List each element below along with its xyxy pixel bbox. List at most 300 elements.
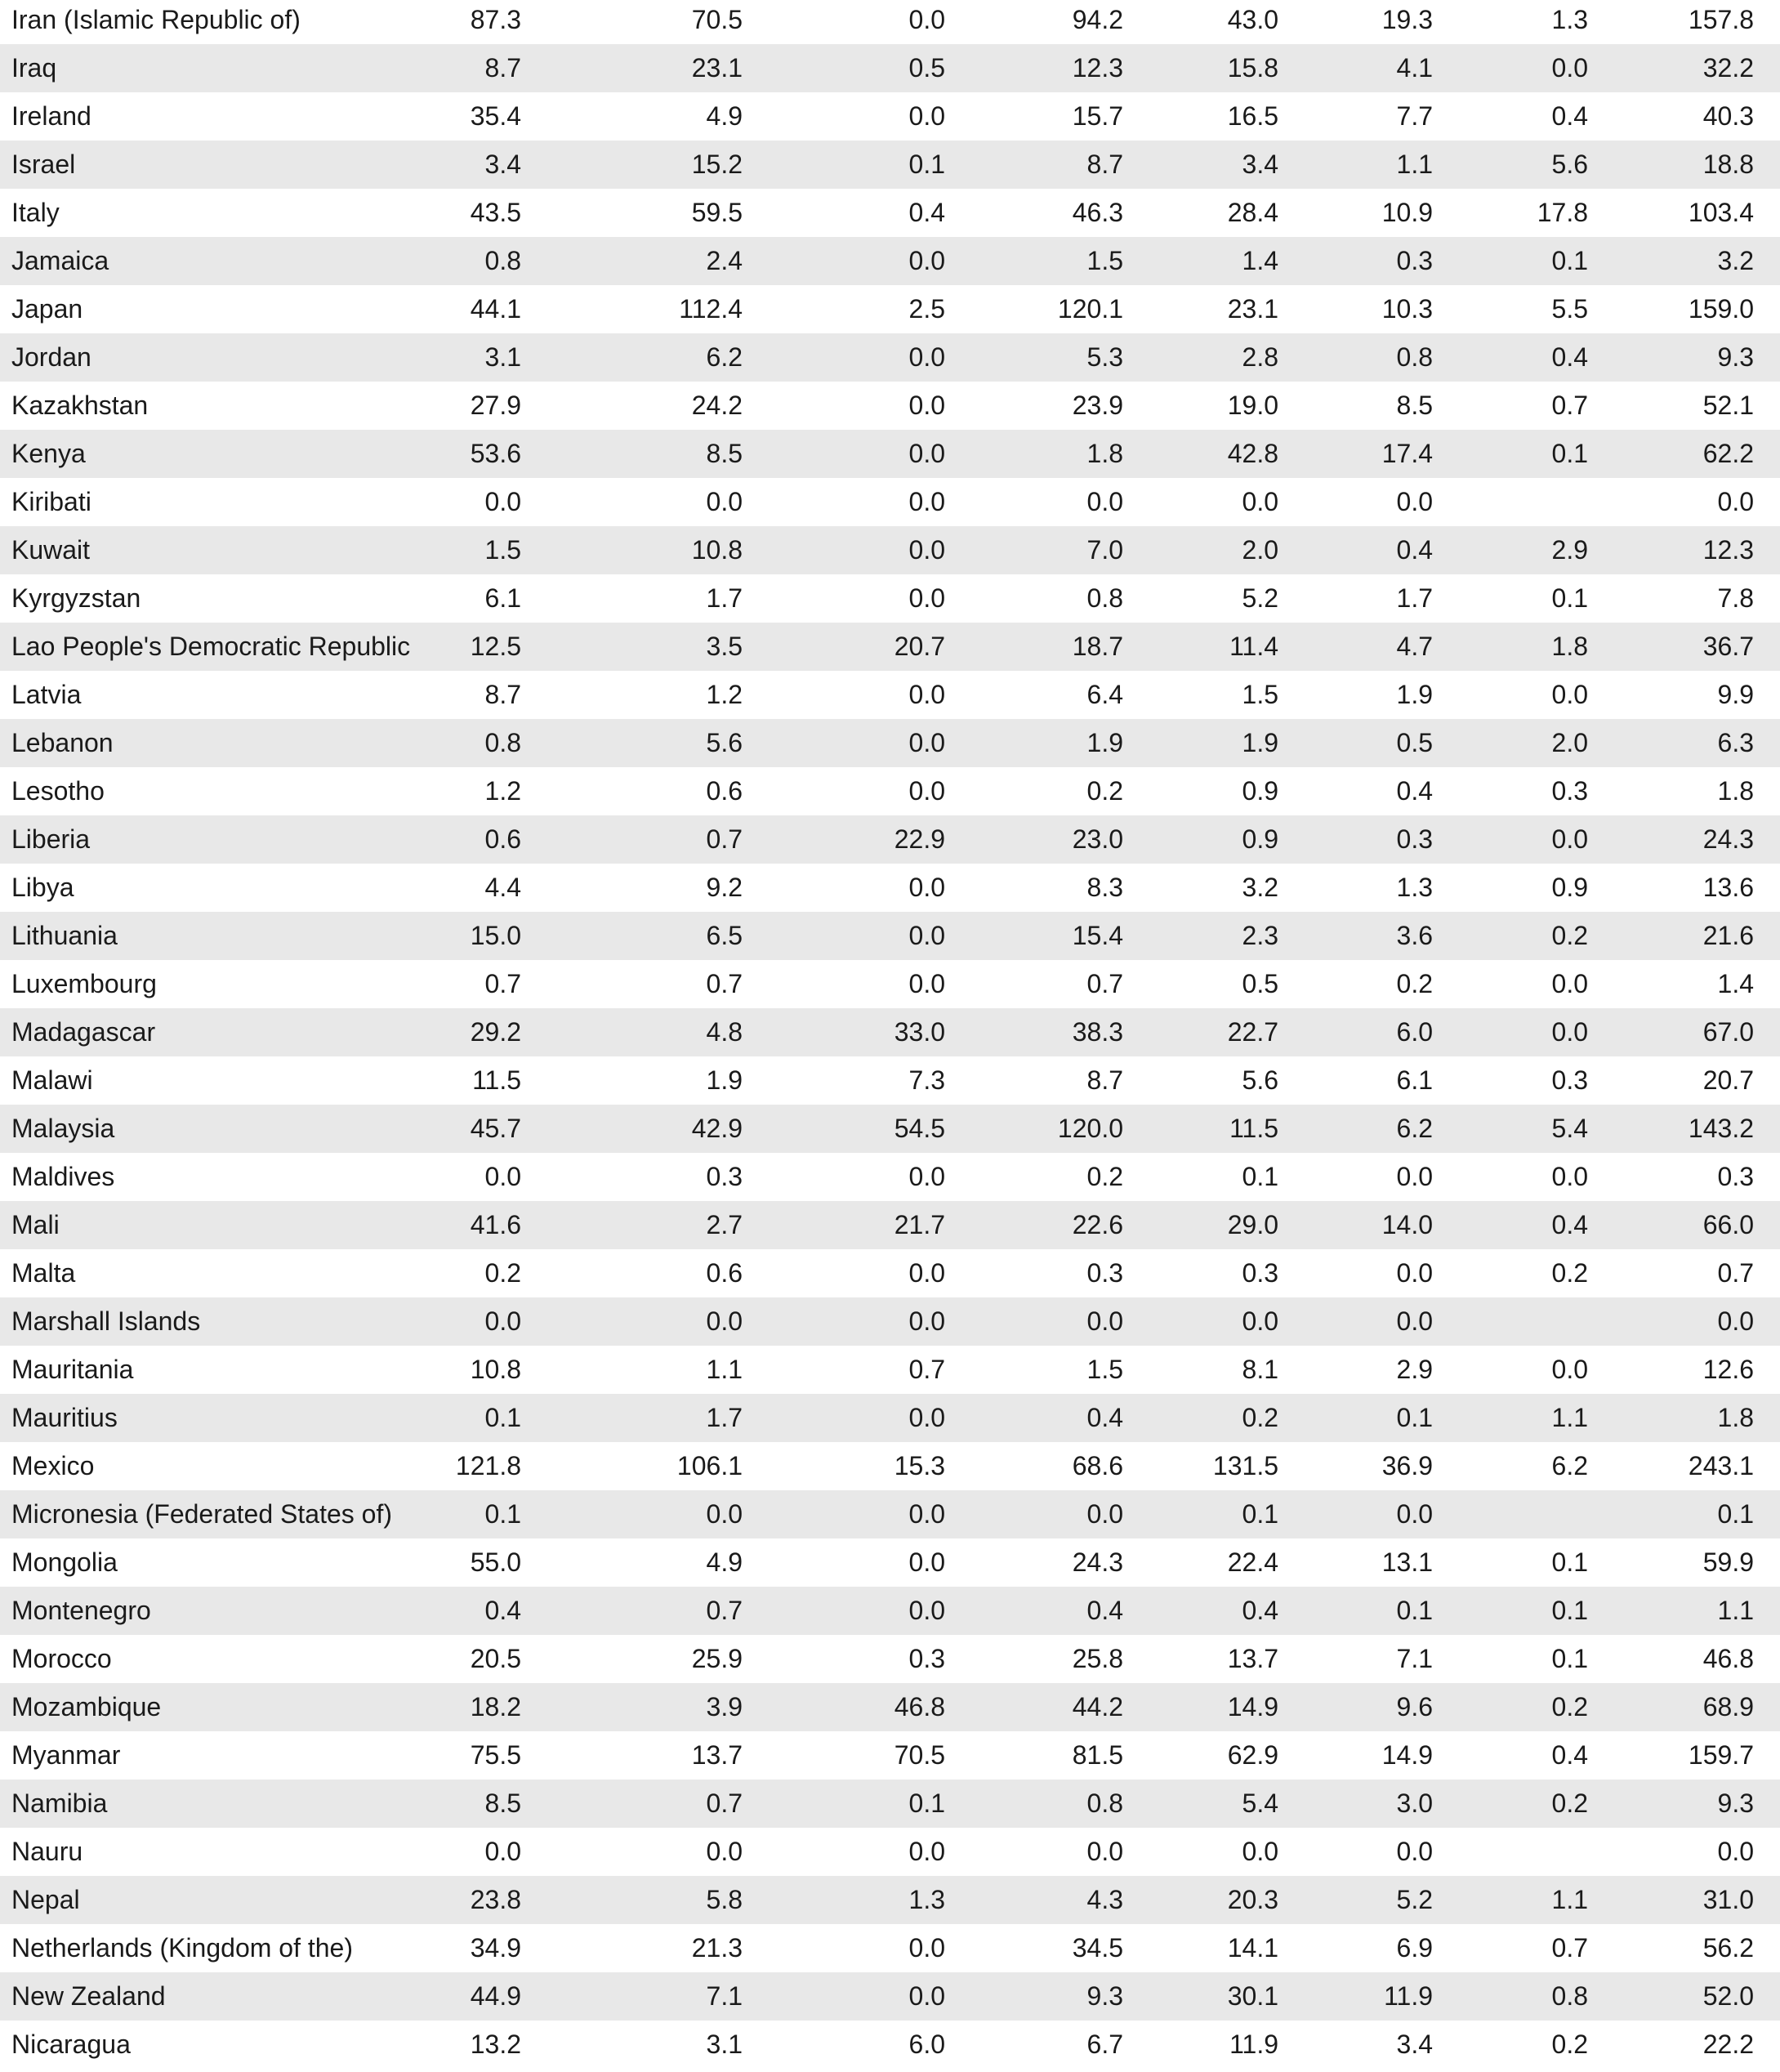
value-cell-col-5: 5.4 [1242, 1788, 1278, 1818]
value-cell-col-1: 18.2 [470, 1692, 521, 1721]
value-cell-col-8: 143.2 [1688, 1114, 1754, 1143]
value-cell-col-2: 3.9 [706, 1692, 743, 1721]
value-cell-col-1: 35.4 [470, 101, 521, 131]
country-name: Netherlands (Kingdom of the) [11, 1933, 353, 1963]
country-name: Mexico [11, 1451, 95, 1480]
value-cell-col-5: 30.1 [1227, 1981, 1278, 2011]
value-cell-col-5: 13.7 [1227, 1644, 1278, 1673]
value-cell-col-1: 87.3 [470, 5, 521, 34]
value-cell-col-4: 38.3 [1072, 1017, 1123, 1047]
value-cell-col-3: 0.0 [908, 487, 945, 516]
value-cell-col-4: 1.5 [1086, 1355, 1123, 1384]
table-row [0, 1972, 1780, 2021]
value-cell-col-3: 33.0 [894, 1017, 945, 1047]
table-row [0, 237, 1780, 285]
table-row [0, 2021, 1780, 2069]
value-cell-col-5: 5.2 [1242, 583, 1278, 613]
value-cell-col-4: 4.3 [1086, 1885, 1123, 1914]
value-cell-col-2: 6.5 [706, 921, 743, 950]
table-row [0, 430, 1780, 478]
value-cell-col-6: 1.1 [1396, 150, 1433, 179]
table-row [0, 815, 1780, 864]
value-cell-col-5: 0.1 [1242, 1162, 1278, 1191]
table-row [0, 574, 1780, 623]
country-name: Namibia [11, 1788, 108, 1818]
value-cell-col-4: 0.7 [1086, 969, 1123, 998]
value-cell-col-6: 17.4 [1381, 439, 1433, 468]
table-row [0, 1924, 1780, 1972]
value-cell-col-6: 6.9 [1396, 1933, 1433, 1963]
value-cell-col-5: 0.3 [1242, 1258, 1278, 1288]
value-cell-col-3: 0.0 [908, 1933, 945, 1963]
country-name: Israel [11, 150, 76, 179]
value-cell-col-6: 10.3 [1381, 294, 1433, 324]
value-cell-col-8: 12.6 [1702, 1355, 1754, 1384]
value-cell-col-5: 131.5 [1212, 1451, 1278, 1480]
value-cell-col-1: 4.4 [484, 873, 521, 902]
country-name: Iraq [11, 53, 57, 83]
value-cell-col-1: 11.5 [472, 1065, 521, 1095]
value-cell-col-8: 159.0 [1688, 294, 1754, 324]
value-cell-col-5: 2.0 [1242, 535, 1278, 565]
value-cell-col-5: 28.4 [1227, 198, 1278, 227]
value-cell-col-7: 0.8 [1551, 1981, 1588, 2011]
value-cell-col-6: 13.1 [1381, 1547, 1433, 1577]
value-cell-col-8: 22.2 [1702, 2030, 1754, 2059]
value-cell-col-2: 1.2 [706, 680, 743, 709]
table-row [0, 912, 1780, 960]
value-cell-col-8: 32.2 [1702, 53, 1754, 83]
value-cell-col-6: 0.8 [1396, 342, 1433, 372]
value-cell-col-4: 23.9 [1072, 391, 1123, 420]
value-cell-col-4: 0.4 [1086, 1403, 1123, 1432]
country-name: Nauru [11, 1837, 83, 1866]
value-cell-col-7: 0.1 [1551, 1644, 1588, 1673]
value-cell-col-4: 0.2 [1086, 1162, 1123, 1191]
table-row [0, 1201, 1780, 1249]
value-cell-col-1: 43.5 [470, 198, 521, 227]
value-cell-col-7: 2.9 [1551, 535, 1588, 565]
value-cell-col-5: 19.0 [1227, 391, 1278, 420]
value-cell-col-8: 66.0 [1702, 1210, 1754, 1239]
value-cell-col-4: 0.8 [1086, 583, 1123, 613]
value-cell-col-5: 0.9 [1242, 824, 1278, 854]
value-cell-col-1: 6.1 [484, 583, 521, 613]
value-cell-col-4: 46.3 [1072, 198, 1123, 227]
value-cell-col-3: 0.0 [908, 969, 945, 998]
value-cell-col-2: 42.9 [691, 1114, 743, 1143]
value-cell-col-5: 0.0 [1242, 487, 1278, 516]
value-cell-col-8: 52.0 [1702, 1981, 1754, 2011]
value-cell-col-3: 0.0 [908, 1981, 945, 2011]
value-cell-col-7: 0.0 [1551, 824, 1588, 854]
value-cell-col-7: 0.2 [1551, 1258, 1588, 1288]
value-cell-col-2: 4.9 [706, 1547, 743, 1577]
table-row [0, 1490, 1780, 1538]
value-cell-col-3: 0.0 [908, 5, 945, 34]
value-cell-col-4: 23.0 [1072, 824, 1123, 854]
value-cell-col-3: 0.0 [908, 246, 945, 275]
value-cell-col-3: 0.1 [908, 150, 945, 179]
value-cell-col-5: 2.3 [1242, 921, 1278, 950]
value-cell-col-6: 0.3 [1396, 246, 1433, 275]
value-cell-col-1: 15.0 [470, 921, 521, 950]
value-cell-col-4: 44.2 [1072, 1692, 1123, 1721]
country-name: Lao People's Democratic Republic [11, 632, 411, 661]
value-cell-col-4: 5.3 [1086, 342, 1123, 372]
value-cell-col-2: 4.8 [706, 1017, 743, 1047]
value-cell-col-5: 22.4 [1227, 1547, 1278, 1577]
value-cell-col-7: 0.4 [1551, 1740, 1588, 1770]
value-cell-col-5: 29.0 [1227, 1210, 1278, 1239]
value-cell-col-7: 1.3 [1551, 5, 1588, 34]
value-cell-col-3: 0.0 [908, 1306, 945, 1336]
value-cell-col-2: 4.9 [706, 101, 743, 131]
value-cell-col-3: 0.0 [908, 921, 945, 950]
value-cell-col-2: 59.5 [691, 198, 743, 227]
value-cell-col-2: 1.7 [706, 1403, 743, 1432]
value-cell-col-6: 3.6 [1396, 921, 1433, 950]
value-cell-col-6: 0.0 [1396, 1499, 1433, 1529]
value-cell-col-8: 9.9 [1717, 680, 1754, 709]
value-cell-col-1: 12.5 [470, 632, 521, 661]
value-cell-col-8: 31.0 [1702, 1885, 1754, 1914]
value-cell-col-4: 8.7 [1086, 150, 1123, 179]
value-cell-col-4: 8.7 [1086, 1065, 1123, 1095]
value-cell-col-5: 62.9 [1227, 1740, 1278, 1770]
table-row [0, 141, 1780, 189]
table-row [0, 1297, 1780, 1346]
country-name: Marshall Islands [11, 1306, 201, 1336]
value-cell-col-8: 0.0 [1717, 1306, 1754, 1336]
value-cell-col-5: 0.4 [1242, 1596, 1278, 1625]
country-name: Kiribati [11, 487, 91, 516]
value-cell-col-6: 0.0 [1396, 1837, 1433, 1866]
table-row [0, 1249, 1780, 1297]
value-cell-col-3: 1.3 [908, 1885, 945, 1914]
value-cell-col-1: 45.7 [470, 1114, 521, 1143]
value-cell-col-4: 1.5 [1086, 246, 1123, 275]
value-cell-col-8: 59.9 [1702, 1547, 1754, 1577]
value-cell-col-3: 0.3 [908, 1644, 945, 1673]
value-cell-col-2: 1.7 [706, 583, 743, 613]
value-cell-col-7: 2.0 [1551, 728, 1588, 757]
value-cell-col-4: 94.2 [1072, 5, 1123, 34]
value-cell-col-8: 157.8 [1688, 5, 1754, 34]
value-cell-col-7: 0.0 [1551, 53, 1588, 83]
table-row [0, 1780, 1780, 1828]
country-name: Mali [11, 1210, 60, 1239]
value-cell-col-2: 106.1 [676, 1451, 743, 1480]
value-cell-col-5: 42.8 [1227, 439, 1278, 468]
value-cell-col-3: 0.0 [908, 342, 945, 372]
country-name: Kenya [11, 439, 86, 468]
value-cell-col-1: 0.7 [484, 969, 521, 998]
value-cell-col-5: 22.7 [1227, 1017, 1278, 1047]
value-cell-col-7: 1.8 [1551, 632, 1588, 661]
value-cell-col-4: 0.8 [1086, 1788, 1123, 1818]
value-cell-col-5: 2.8 [1242, 342, 1278, 372]
value-cell-col-3: 0.7 [908, 1355, 945, 1384]
value-cell-col-2: 2.4 [706, 246, 743, 275]
value-cell-col-2: 0.7 [706, 969, 743, 998]
value-cell-col-1: 1.5 [484, 535, 521, 565]
value-cell-col-1: 0.1 [484, 1403, 521, 1432]
value-cell-col-5: 11.5 [1229, 1114, 1278, 1143]
table-row [0, 44, 1780, 92]
value-cell-col-8: 3.2 [1717, 246, 1754, 275]
value-cell-col-6: 3.4 [1396, 2030, 1433, 2059]
table-row [0, 1683, 1780, 1731]
value-cell-col-1: 0.0 [484, 487, 521, 516]
country-name: Italy [11, 198, 60, 227]
value-cell-col-4: 0.2 [1086, 776, 1123, 806]
table-row [0, 285, 1780, 333]
value-cell-col-2: 70.5 [691, 5, 743, 34]
value-cell-col-2: 0.6 [706, 1258, 743, 1288]
value-cell-col-1: 0.0 [484, 1162, 521, 1191]
country-name: Montenegro [11, 1596, 151, 1625]
value-cell-col-2: 0.0 [706, 1837, 743, 1866]
value-cell-col-2: 0.7 [706, 1788, 743, 1818]
value-cell-col-1: 44.9 [470, 1981, 521, 2011]
value-cell-col-6: 6.0 [1396, 1017, 1433, 1047]
value-cell-col-2: 15.2 [691, 150, 743, 179]
value-cell-col-2: 1.9 [706, 1065, 743, 1095]
table-row [0, 1153, 1780, 1201]
value-cell-col-6: 0.1 [1396, 1596, 1433, 1625]
value-cell-col-5: 23.1 [1227, 294, 1278, 324]
table-row [0, 478, 1780, 526]
value-cell-col-8: 67.0 [1702, 1017, 1754, 1047]
value-cell-col-1: 8.5 [484, 1788, 521, 1818]
value-cell-col-2: 23.1 [691, 53, 743, 83]
value-cell-col-2: 112.4 [679, 294, 743, 324]
value-cell-col-7: 0.7 [1551, 391, 1588, 420]
value-cell-col-4: 8.3 [1086, 873, 1123, 902]
value-cell-col-3: 6.0 [908, 2030, 945, 2059]
value-cell-col-7: 5.5 [1551, 294, 1588, 324]
value-cell-col-7: 0.2 [1551, 2030, 1588, 2059]
value-cell-col-5: 1.9 [1242, 728, 1278, 757]
value-cell-col-7: 0.4 [1551, 1210, 1588, 1239]
value-cell-col-3: 0.0 [908, 1403, 945, 1432]
value-cell-col-1: 121.8 [455, 1451, 521, 1480]
value-cell-col-2: 21.3 [691, 1933, 743, 1963]
value-cell-col-8: 1.8 [1717, 1403, 1754, 1432]
value-cell-col-2: 0.7 [706, 824, 743, 854]
country-name: Malta [11, 1258, 76, 1288]
table-row [0, 382, 1780, 430]
table-row [0, 1008, 1780, 1056]
value-cell-col-2: 0.0 [706, 487, 743, 516]
country-name: Nicaragua [11, 2030, 131, 2059]
value-cell-col-4: 0.4 [1086, 1596, 1123, 1625]
value-cell-col-6: 0.1 [1396, 1403, 1433, 1432]
value-cell-col-1: 3.1 [484, 342, 521, 372]
value-cell-col-1: 1.2 [484, 776, 521, 806]
value-cell-col-8: 0.1 [1717, 1499, 1754, 1529]
value-cell-col-8: 24.3 [1702, 824, 1754, 854]
table-row [0, 1442, 1780, 1490]
value-cell-col-3: 0.0 [908, 1258, 945, 1288]
value-cell-col-1: 0.2 [484, 1258, 521, 1288]
value-cell-col-6: 6.1 [1396, 1065, 1433, 1095]
value-cell-col-7: 5.6 [1551, 150, 1588, 179]
value-cell-col-8: 243.1 [1688, 1451, 1754, 1480]
country-name: Liberia [11, 824, 91, 854]
value-cell-col-2: 0.7 [706, 1596, 743, 1625]
value-cell-col-5: 0.2 [1242, 1403, 1278, 1432]
value-cell-col-7: 0.2 [1551, 1788, 1588, 1818]
value-cell-col-3: 0.0 [908, 776, 945, 806]
value-cell-col-3: 0.0 [908, 728, 945, 757]
value-cell-col-1: 10.8 [470, 1355, 521, 1384]
value-cell-col-6: 0.0 [1396, 1162, 1433, 1191]
value-cell-col-8: 40.3 [1702, 101, 1754, 131]
value-cell-col-1: 29.2 [470, 1017, 521, 1047]
table-row [0, 1587, 1780, 1635]
value-cell-col-3: 0.0 [908, 1499, 945, 1529]
value-cell-col-8: 0.0 [1717, 1837, 1754, 1866]
value-cell-col-6: 6.2 [1396, 1114, 1433, 1143]
country-name: Nepal [11, 1885, 80, 1914]
value-cell-col-3: 0.0 [908, 391, 945, 420]
value-cell-col-7: 0.0 [1551, 1017, 1588, 1047]
value-cell-col-5: 5.6 [1242, 1065, 1278, 1095]
value-cell-col-4: 34.5 [1072, 1933, 1123, 1963]
value-cell-col-3: 0.1 [908, 1788, 945, 1818]
value-cell-col-7: 0.1 [1551, 1547, 1588, 1577]
country-name: Maldives [11, 1162, 115, 1191]
value-cell-col-1: 34.9 [470, 1933, 521, 1963]
value-cell-col-1: 41.6 [470, 1210, 521, 1239]
value-cell-col-8: 9.3 [1717, 342, 1754, 372]
value-cell-col-8: 18.8 [1702, 150, 1754, 179]
value-cell-col-5: 14.9 [1227, 1692, 1278, 1721]
value-cell-col-8: 159.7 [1688, 1740, 1754, 1770]
value-cell-col-5: 0.1 [1242, 1499, 1278, 1529]
value-cell-col-6: 19.3 [1381, 5, 1433, 34]
value-cell-col-7: 0.2 [1551, 921, 1588, 950]
table-row [0, 1394, 1780, 1442]
value-cell-col-6: 0.0 [1396, 487, 1433, 516]
value-cell-col-7: 6.2 [1551, 1451, 1588, 1480]
country-name: Kuwait [11, 535, 91, 565]
value-cell-col-7: 0.0 [1551, 680, 1588, 709]
country-name: Lebanon [11, 728, 114, 757]
value-cell-col-1: 0.6 [484, 824, 521, 854]
value-cell-col-2: 3.5 [706, 632, 743, 661]
value-cell-col-7: 0.3 [1551, 1065, 1588, 1095]
value-cell-col-1: 53.6 [470, 439, 521, 468]
country-name: Lesotho [11, 776, 105, 806]
value-cell-col-3: 0.5 [908, 53, 945, 83]
value-cell-col-6: 1.9 [1396, 680, 1433, 709]
value-cell-col-3: 46.8 [894, 1692, 945, 1721]
value-cell-col-8: 1.8 [1717, 776, 1754, 806]
value-cell-col-2: 8.5 [706, 439, 743, 468]
table-row [0, 1731, 1780, 1780]
value-cell-col-4: 1.8 [1086, 439, 1123, 468]
value-cell-col-6: 8.5 [1396, 391, 1433, 420]
table-row [0, 0, 1780, 44]
value-cell-col-6: 36.9 [1381, 1451, 1433, 1480]
value-cell-col-7: 0.1 [1551, 1596, 1588, 1625]
table-row [0, 1635, 1780, 1683]
value-cell-col-1: 13.2 [470, 2030, 521, 2059]
value-cell-col-7: 0.0 [1551, 1162, 1588, 1191]
value-cell-col-1: 8.7 [484, 53, 521, 83]
value-cell-col-3: 0.0 [908, 535, 945, 565]
value-cell-col-3: 0.0 [908, 439, 945, 468]
value-cell-col-6: 0.5 [1396, 728, 1433, 757]
value-cell-col-6: 1.3 [1396, 873, 1433, 902]
country-name: Morocco [11, 1644, 112, 1673]
value-cell-col-7: 0.2 [1551, 1692, 1588, 1721]
country-name: Madagascar [11, 1017, 156, 1047]
value-cell-col-7: 5.4 [1551, 1114, 1588, 1143]
value-cell-col-8: 68.9 [1702, 1692, 1754, 1721]
value-cell-col-4: 120.1 [1057, 294, 1123, 324]
value-cell-col-2: 2.7 [706, 1210, 743, 1239]
value-cell-col-2: 9.2 [706, 873, 743, 902]
value-cell-col-8: 12.3 [1702, 535, 1754, 565]
country-name: Kyrgyzstan [11, 583, 141, 613]
value-cell-col-2: 5.8 [706, 1885, 743, 1914]
value-cell-col-7: 0.1 [1551, 439, 1588, 468]
value-cell-col-3: 0.4 [908, 198, 945, 227]
value-cell-col-4: 15.4 [1072, 921, 1123, 950]
value-cell-col-8: 13.6 [1702, 873, 1754, 902]
value-cell-col-4: 0.0 [1086, 487, 1123, 516]
table-row [0, 719, 1780, 767]
value-cell-col-2: 0.0 [706, 1306, 743, 1336]
country-name: Luxembourg [11, 969, 157, 998]
value-cell-col-1: 20.5 [470, 1644, 521, 1673]
value-cell-col-7: 0.9 [1551, 873, 1588, 902]
table-row [0, 526, 1780, 574]
value-cell-col-7: 0.1 [1551, 246, 1588, 275]
value-cell-col-7: 1.1 [1551, 1403, 1588, 1432]
value-cell-col-7: 0.1 [1551, 583, 1588, 613]
value-cell-col-8: 36.7 [1702, 632, 1754, 661]
value-cell-col-6: 9.6 [1396, 1692, 1433, 1721]
value-cell-col-8: 0.0 [1717, 487, 1754, 516]
value-cell-col-3: 20.7 [894, 632, 945, 661]
value-cell-col-8: 21.6 [1702, 921, 1754, 950]
value-cell-col-8: 62.2 [1702, 439, 1754, 468]
value-cell-col-1: 0.0 [484, 1837, 521, 1866]
value-cell-col-4: 68.6 [1072, 1451, 1123, 1480]
value-cell-col-6: 5.2 [1396, 1885, 1433, 1914]
value-cell-col-4: 25.8 [1072, 1644, 1123, 1673]
value-cell-col-1: 44.1 [470, 294, 521, 324]
table-row [0, 864, 1780, 912]
value-cell-col-8: 7.8 [1717, 583, 1754, 613]
value-cell-col-3: 0.0 [908, 1547, 945, 1577]
value-cell-col-8: 103.4 [1688, 198, 1754, 227]
country-name: Latvia [11, 680, 82, 709]
value-cell-col-3: 21.7 [894, 1210, 945, 1239]
table-row [0, 1876, 1780, 1924]
value-cell-col-2: 0.3 [706, 1162, 743, 1191]
value-cell-col-2: 7.1 [706, 1981, 743, 2011]
value-cell-col-4: 15.7 [1072, 101, 1123, 131]
value-cell-col-3: 2.5 [908, 294, 945, 324]
value-cell-col-5: 1.5 [1242, 680, 1278, 709]
value-cell-col-5: 15.8 [1227, 53, 1278, 83]
